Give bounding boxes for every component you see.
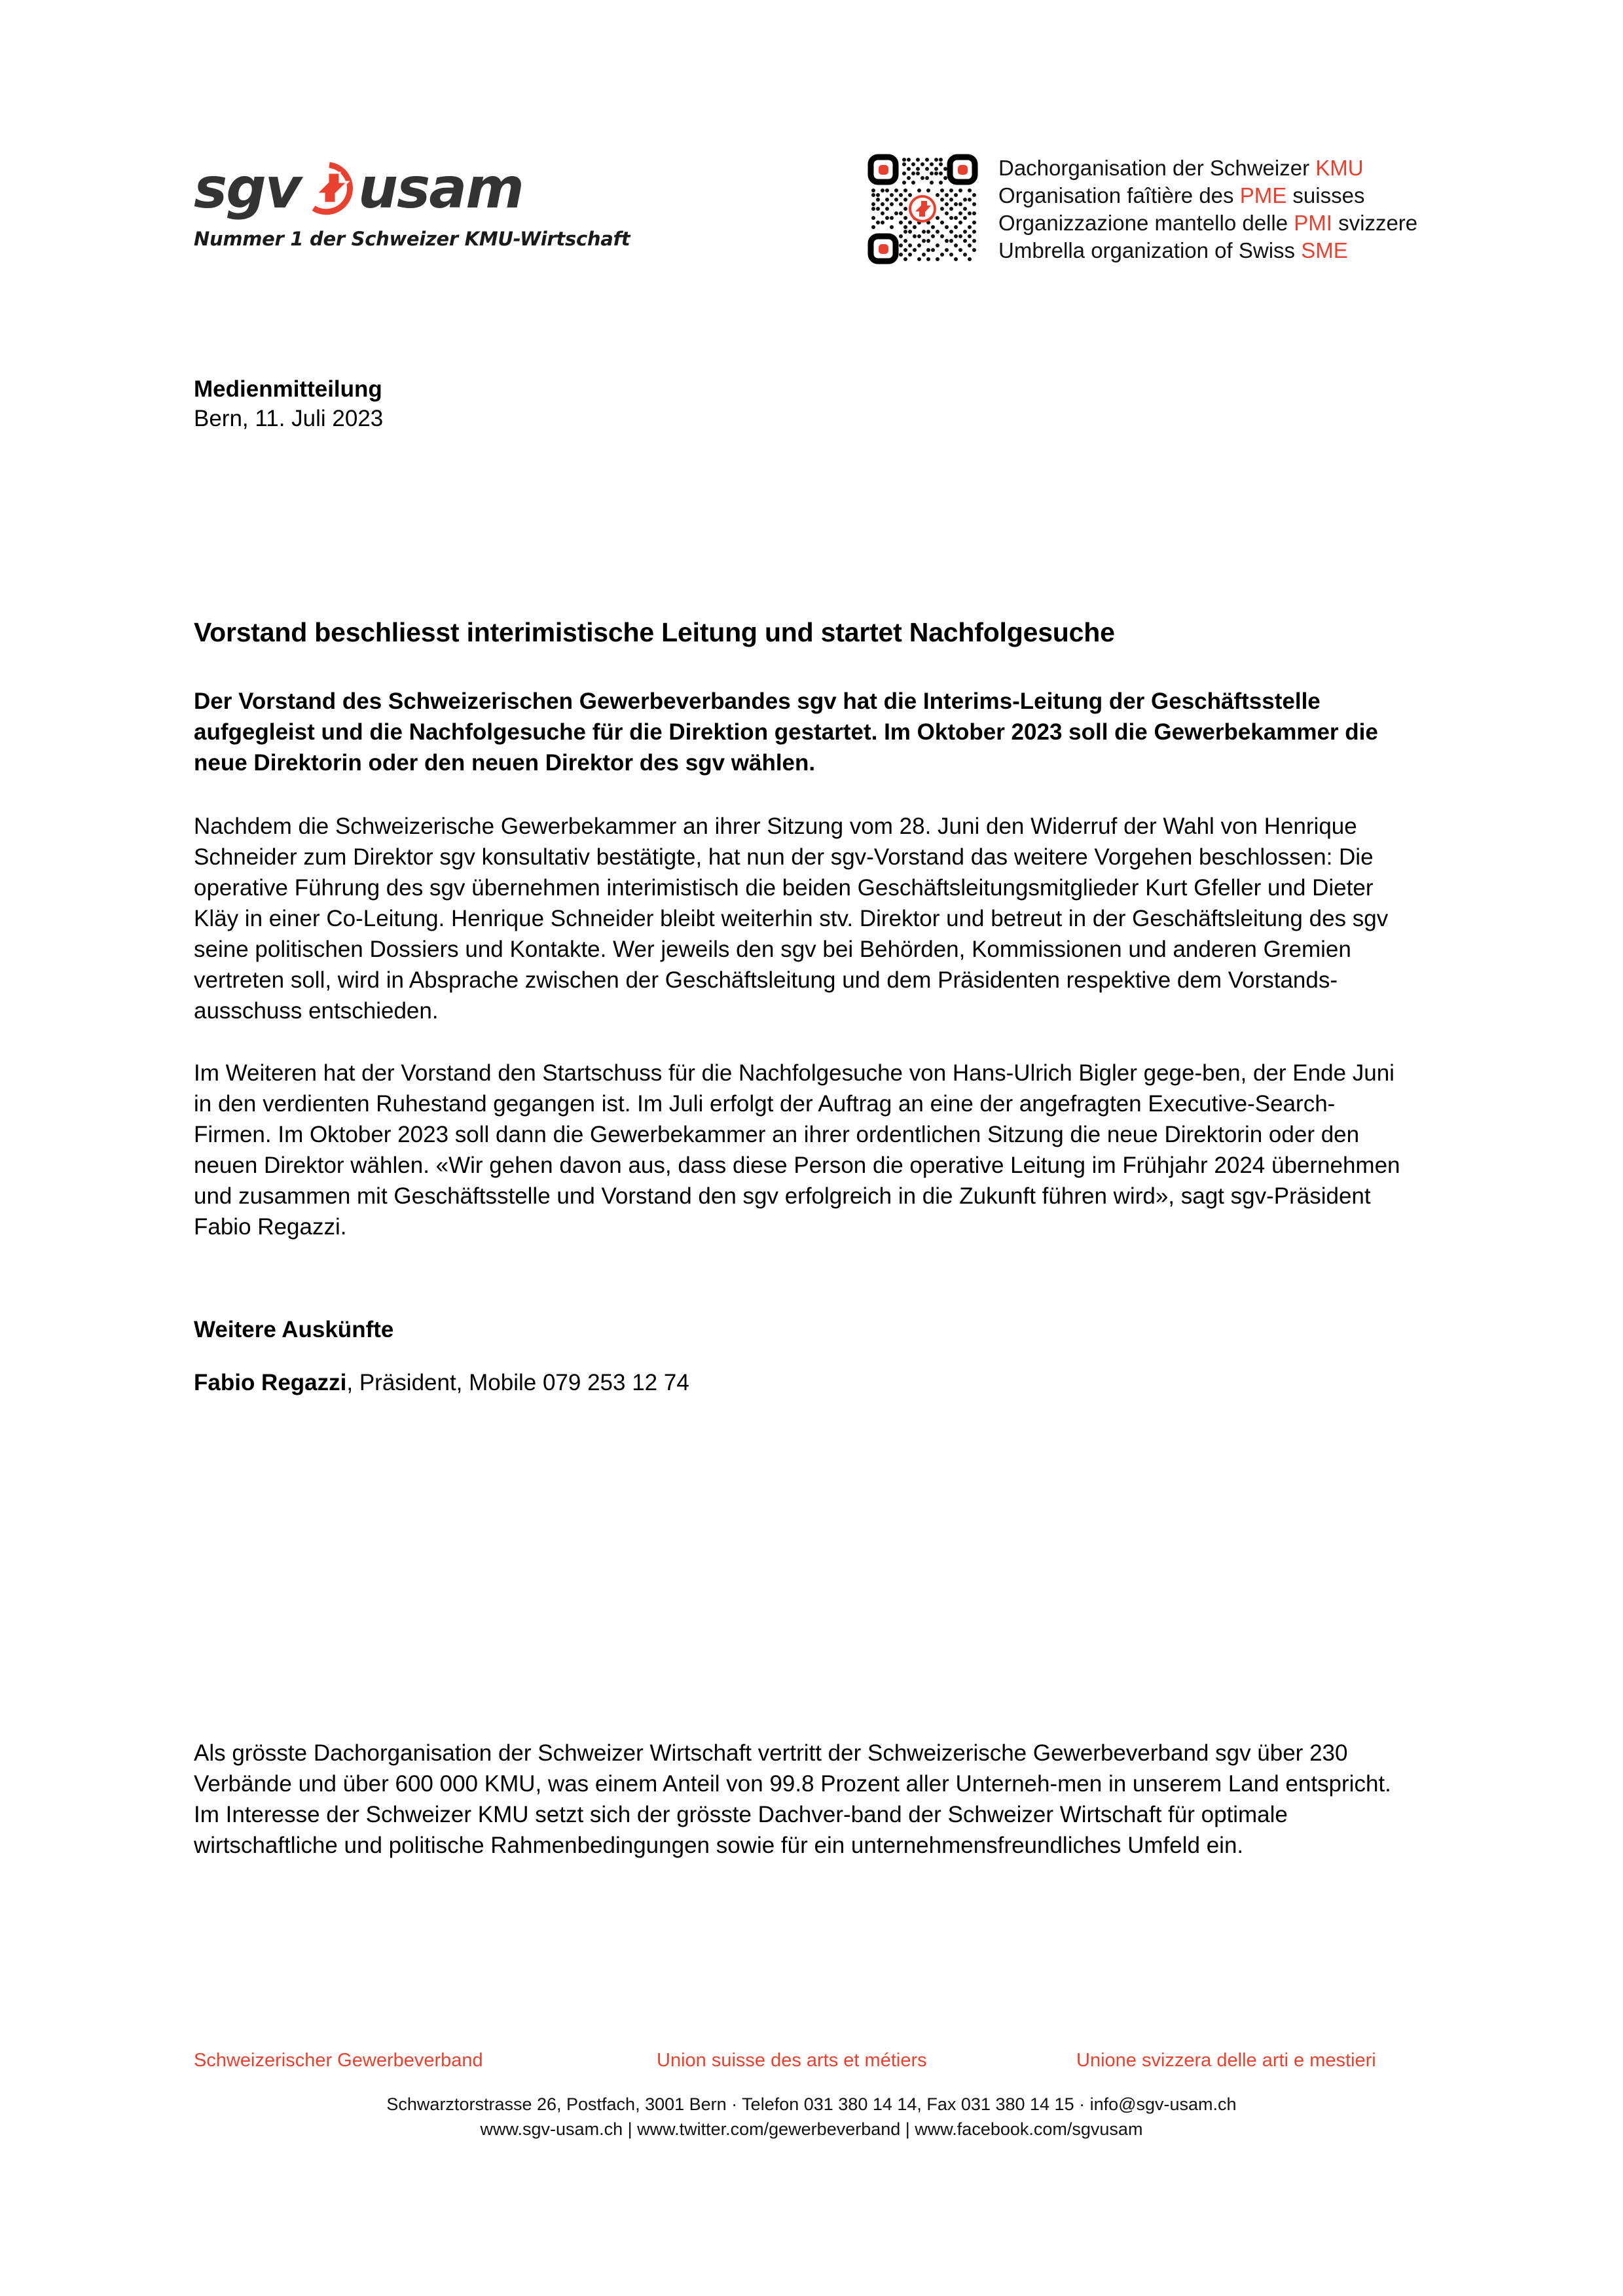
lang-en-prefix: Umbrella organization of Swiss	[998, 238, 1302, 262]
logo-text-usam: usam	[357, 156, 523, 221]
document-header	[0, 0, 1623, 308]
contact-person	[194, 1367, 1412, 1398]
boilerplate-paragraph: Als grösste Dachorganisation der Schweizer Wirtschaft vertritt der Schweizerische Gewerbeverband sgv über 230 Verbände und über 600 000 KMU, was einem Anteil von 99.8 Prozent aller Unterneh-men in unserem Land entspricht. Im Interesse der Schweizer KMU setzt sich der grösste Dachver-band der Schweizer Wirtschaft für optimale wirtschaftliche und politische Rahmenbedingungen sowie für ein unternehmensfreundliches Umfeld ein.	[194, 1740, 1391, 1858]
lang-it-suffix: svizzere	[1332, 211, 1418, 235]
dateline	[194, 375, 383, 434]
lang-line-it	[998, 209, 1417, 237]
contact-name: Fabio Regazzi	[194, 1370, 347, 1395]
lang-fr-acronym: PME	[1239, 183, 1287, 207]
page-title: Vorstand beschliesst interimistische Leitung und startet Nachfolgesuche	[194, 617, 1115, 647]
lang-de-acronym: KMU	[1315, 156, 1364, 180]
qr-code-icon[interactable]	[866, 152, 980, 266]
lead-paragraph: Der Vorstand des Schweizerischen Gewerbeverbandes sgv hat die Interims-Leitung der Geschäftsstelle aufgegleist und die Nachfolgesuche für die Direktion gestartet. Im Oktober 2023 soll die Gewerbekammer die neue Direktorin oder den neuen Direktor des sgv wählen.	[194, 689, 1378, 776]
footer-organization-names	[0, 2049, 1623, 2079]
place-and-date: Bern, 11. Juli 2023	[194, 406, 384, 431]
logo-wordmark	[194, 157, 574, 220]
lang-de-prefix: Dachorganisation der Schweizer	[998, 156, 1316, 180]
organization-languages	[998, 152, 1417, 264]
body-paragraph-2: Im Weiteren hat der Vorstand den Startschuss für die Nachfolgesuche von Hans-Ulrich Bigler gege-ben, der Ende Juni in den verdienten Ruhestand gegangen ist. Im Juli erfolgt der Auftrag an eine der angefragten Executive-Search-Firmen. Im Oktober 2023 soll dann die Gewerbekammer an ihrer ordentlichen Sitzung die neue Direktorin oder den neuen Direktor wählen. «Wir gehen davon aus, dass diese Person die operative Leitung im Frühjahr 2024 übernehmen und zusammen mit Geschäftsstelle und Vorstand den sgv erfolgreich in die Zukunft führen wird», sagt sgv-Präsident Fabio Regazzi.	[194, 1060, 1400, 1240]
footer-address-line: Schwarztorstrasse 26, Postfach, 3001 Bern · Telefon 031 380 14 14, Fax 031 380 14 15 · info@sgv-usam.ch	[386, 2094, 1237, 2114]
article-body	[194, 615, 1412, 1398]
document-footer	[0, 2049, 1623, 2142]
footer-org-it: Unione svizzera delle arti e mestieri	[1076, 2050, 1376, 2071]
document-type: Medienmitteilung	[194, 376, 382, 402]
contact-details: , Präsident, Mobile 079 253 12 74	[346, 1370, 689, 1395]
lang-line-en	[998, 237, 1417, 264]
footer-org-fr: Union suisse des arts et métiers	[657, 2050, 927, 2071]
sgv-swiss-cross-emblem-icon	[302, 161, 357, 216]
lang-fr-suffix: suisses	[1286, 183, 1365, 207]
body-paragraph-1: Nachdem die Schweizerische Gewerbekammer an ihrer Sitzung vom 28. Juni den Widerruf der Wahl von Henrique Schneider zum Direktor sgv konsultativ bestätigte, hat nun der sgv-Vorstand das weitere Vorgehen beschlossen: Die operative Führung des sgv übernehmen interimistisch die beiden Geschäftsleitungsmitglieder Kurt Gfeller und Dieter Kläy in einer Co-Leitung. Henrique Schneider bleibt weiterhin stv. Direktor und betreut in der Geschäftsleitung des sgv seine politischen Dossiers und Kontakte. Wer jeweils den sgv bei Behörden, Kommissionen und anderen Gremien vertreten soll, wird in Absprache zwischen der Geschäftsleitung und dem Präsidenten respektive dem Vorstands-ausschuss entschieden.	[194, 814, 1389, 1024]
logo-text-sgv: sgv	[194, 156, 301, 221]
qr-and-languages	[866, 152, 1417, 266]
footer-web-line[interactable]: www.sgv-usam.ch | www.twitter.com/gewerbeverband | www.facebook.com/sgvusam	[480, 2119, 1143, 2139]
lang-it-prefix: Organizzazione mantello delle	[998, 211, 1294, 235]
lang-line-fr	[998, 182, 1417, 209]
logo-tagline: Nummer 1 der Schweizer KMU-Wirtschaft	[194, 228, 630, 250]
lang-it-acronym: PMI	[1294, 211, 1332, 235]
lang-fr-prefix: Organisation faîtière des	[998, 183, 1240, 207]
lang-en-acronym: SME	[1301, 238, 1348, 262]
footer-org-de: Schweizerischer Gewerbeverband	[194, 2050, 483, 2071]
contact-heading: Weitere Auskünfte	[194, 1317, 394, 1342]
sgv-usam-logo	[194, 156, 630, 250]
footer-contact-block	[0, 2092, 1623, 2142]
lang-line-de	[998, 154, 1417, 182]
